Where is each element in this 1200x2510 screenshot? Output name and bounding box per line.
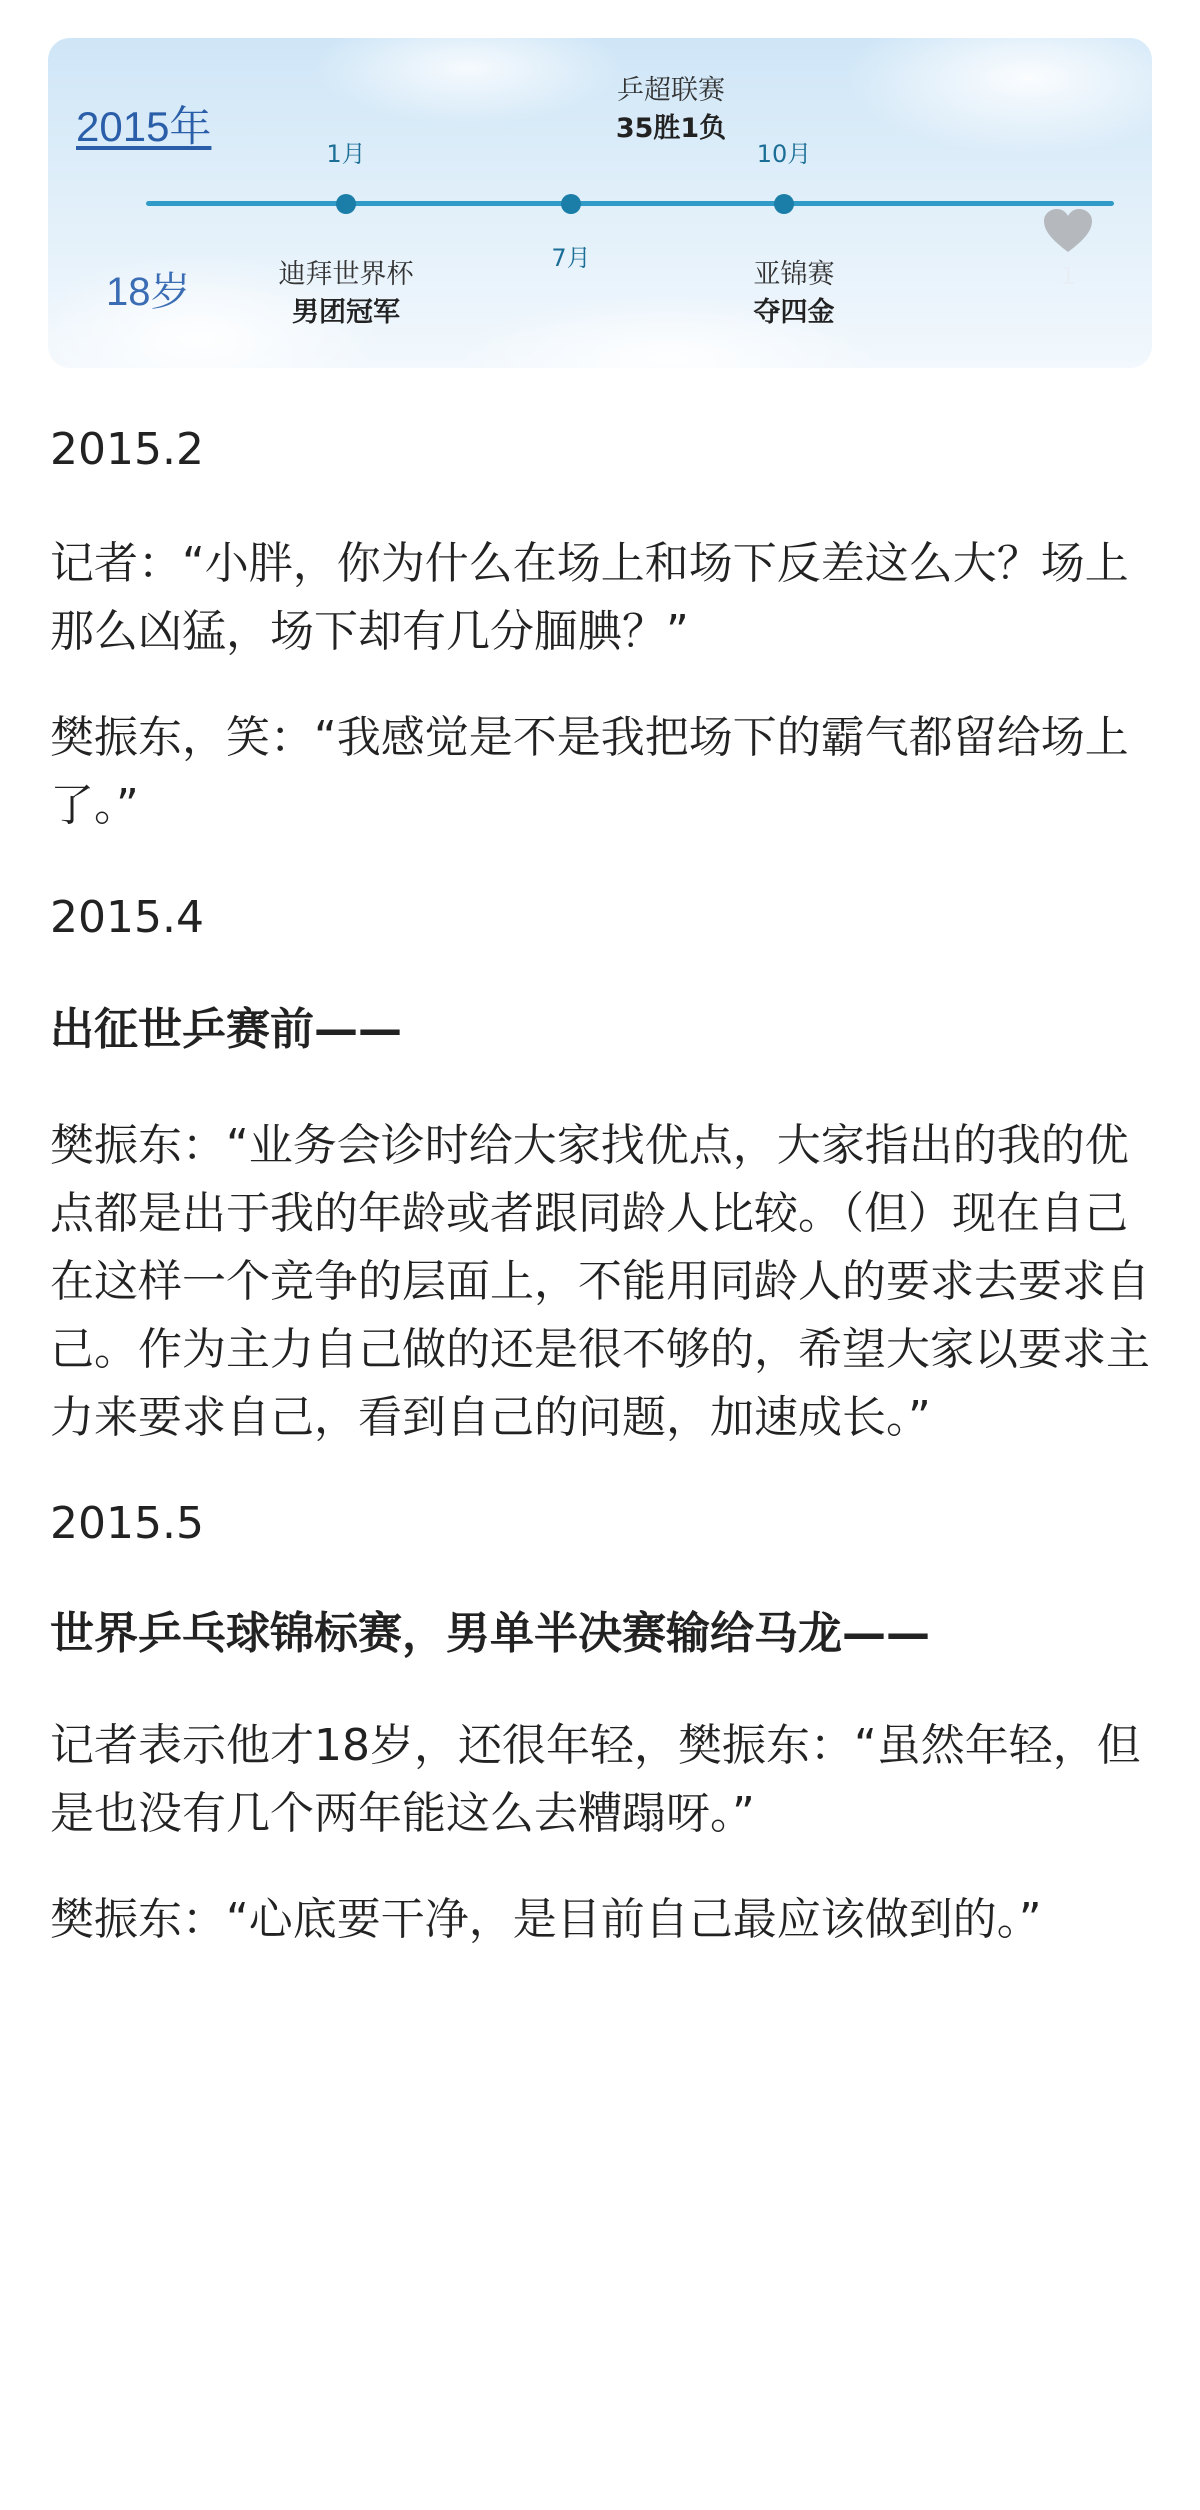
event-oct-result: 夺四金	[753, 297, 835, 328]
event-jul-result: 35胜1负	[615, 113, 727, 144]
month-oct: 10月	[756, 140, 812, 168]
section-heading: 出征世乒赛前——	[50, 1004, 402, 1055]
age-label: 18岁	[106, 270, 191, 314]
event-jan-result: 男团冠军	[292, 297, 400, 328]
timeline-dot-jan	[336, 194, 356, 214]
heart-icon	[1042, 208, 1094, 254]
article-body	[50, 420, 1160, 1954]
paragraph: 记者表示他才18岁，还很年轻，樊振东：“虽然年轻，但是也没有几个两年能这么去糟蹋呀。”	[50, 1720, 1141, 1839]
event-oct-title: 亚锦赛	[753, 259, 835, 290]
paragraph: 樊振东：“业务会诊时给大家找优点，大家指出的我的优点都是出于我的年龄或者跟同龄人比较。（但）现在自己在这样一个竞争的层面上，不能用同龄人的要求去要求自己。作为主力自己做的还是很不够的，希望大家以要求主力来要求自己，看到自己的问题，加速成长。”	[50, 1120, 1150, 1443]
date-heading: 2015.4	[50, 892, 204, 943]
like-button[interactable]	[1038, 208, 1098, 290]
event-oct	[684, 256, 904, 332]
paragraph: 记者：“小胖，你为什么在场上和场下反差这么大？场上那么凶猛，场下却有几分腼腆？”	[50, 538, 1129, 657]
month-jan: 1月	[326, 140, 366, 168]
event-jan-title: 迪拜世界杯	[278, 259, 414, 290]
month-jul: 7月	[551, 244, 591, 272]
paragraph: 樊振东，笑：“我感觉是不是我把场下的霸气都留给场上了。”	[50, 712, 1129, 831]
event-jul-title: 乒超联赛	[617, 75, 725, 106]
event-jan	[236, 256, 456, 332]
date-heading: 2015.5	[50, 1498, 204, 1549]
date-heading: 2015.2	[50, 424, 204, 475]
timeline-banner	[48, 38, 1152, 368]
like-count: 1	[1060, 262, 1076, 290]
timeline-dot-oct	[774, 194, 794, 214]
timeline-line	[146, 201, 1114, 206]
paragraph: 樊振东：“心底要干净，是目前自己最应该做到的。”	[50, 1894, 1042, 1945]
timeline-dot-jul	[561, 194, 581, 214]
year-link[interactable]: 2015年	[76, 103, 212, 150]
section-heading: 世界乒乓球锦标赛，男单半决赛输给马龙——	[50, 1608, 930, 1659]
